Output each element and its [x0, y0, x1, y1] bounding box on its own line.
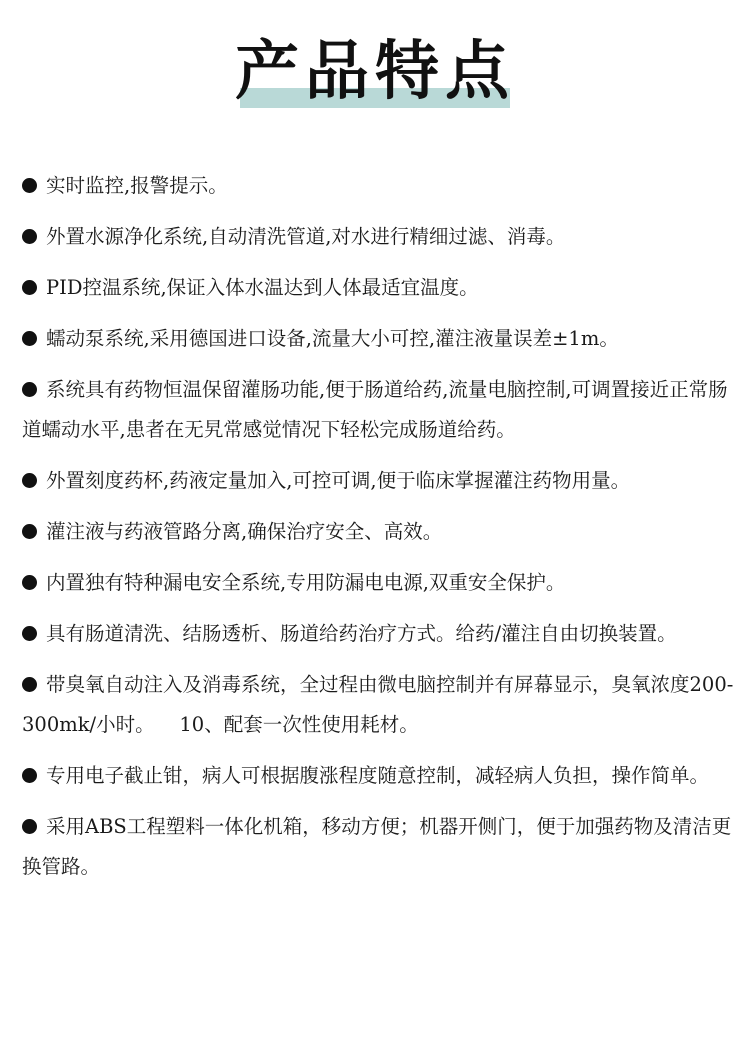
feature-item [22, 665, 738, 745]
bullet-icon [22, 473, 37, 488]
bullet-icon [22, 524, 37, 539]
feature-item [22, 217, 738, 257]
feature-text: 系统具有药物恒温保留灌肠功能,便于肠道给药,流量电脑控制,可调置接近正常肠道蠕动水平,患者在无旯常感觉情况下轻松完成肠道给药。 [22, 378, 728, 441]
bullet-icon [22, 229, 37, 244]
bullet-icon [22, 819, 37, 834]
feature-text: 具有肠道清洗、结肠透析、肠道给药治疗方式。给药/灌注自由切换装置。 [46, 622, 677, 645]
feature-text: 蠕动泵系统,采用德国进口设备,流量大小可控,灌注液量误差±1m。 [46, 327, 619, 350]
feature-item [22, 461, 738, 501]
feature-text: PID控温系统,保证入体水温达到人体最适宜温度。 [46, 276, 479, 299]
bullet-icon [22, 178, 37, 193]
feature-item [22, 756, 738, 796]
feature-item [22, 268, 738, 308]
header [0, 30, 750, 120]
feature-text: 实时监控,报警提示。 [46, 174, 228, 197]
feature-item [22, 166, 738, 206]
feature-text: 外置水源净化系统,自动清洗管道,对水进行精细过滤、消毒。 [46, 225, 566, 248]
bullet-icon [22, 677, 37, 692]
feature-text: 内置独有特种漏电安全系统,专用防漏电电源,双重安全保护。 [46, 571, 566, 594]
feature-text: 采用ABS工程塑料一体化机箱，移动方便；机器开侧门，便于加强药物及清洁更换管路。 [22, 815, 732, 878]
page-title: 产品特点 [235, 35, 515, 109]
feature-list [22, 166, 738, 898]
feature-item [22, 807, 738, 887]
bullet-icon [22, 575, 37, 590]
feature-text: 外置刻度药杯,药液定量加入,可控可调,便于临床掌握灌注药物用量。 [46, 469, 631, 492]
feature-item [22, 370, 738, 450]
feature-item [22, 512, 738, 552]
feature-text: 带臭氧自动注入及消毒系统，全过程由微电脑控制并有屏幕显示，臭氧浓度200-300mk/小时。 10、配套一次性使用耗材。 [22, 673, 734, 736]
bullet-icon [22, 280, 37, 295]
feature-item [22, 563, 738, 603]
bullet-icon [22, 626, 37, 641]
feature-item [22, 614, 738, 654]
feature-item [22, 319, 738, 359]
bullet-icon [22, 382, 37, 397]
feature-text: 专用电子截止钳，病人可根据腹涨程度随意控制，减轻病人负担，操作简单。 [46, 764, 710, 787]
feature-text: 灌注液与药液管路分离,确保治疗安全、高效。 [46, 520, 443, 543]
bullet-icon [22, 331, 37, 346]
bullet-icon [22, 768, 37, 783]
